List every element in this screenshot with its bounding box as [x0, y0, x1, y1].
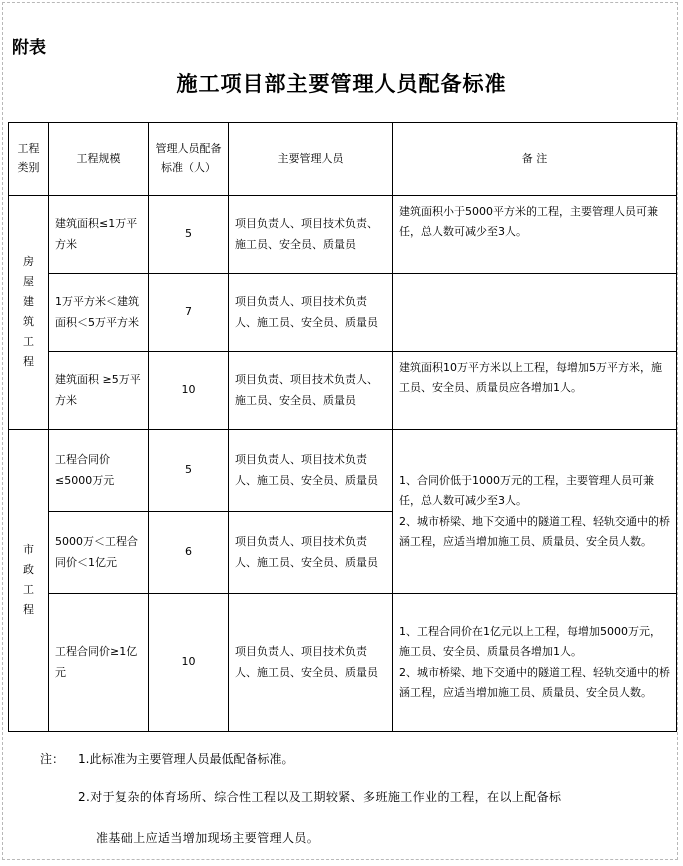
table-row: [9, 352, 677, 430]
note-line-1: 1.此标准为主要管理人员最低配备标准。: [78, 752, 294, 766]
scale-cell: 工程合同价≥1亿元: [49, 594, 149, 732]
staff-cell: 项目负责人、项目技术负责人、施工员、安全员、质量员: [229, 274, 393, 352]
remark-cell: [393, 430, 677, 594]
table-row: [9, 594, 677, 732]
staff-cell: 项目负责人、项目技术负责人、施工员、安全员、质量员: [229, 430, 393, 512]
count-cell: 5: [149, 430, 229, 512]
table-row: [9, 274, 677, 352]
header-scale: 工程规模: [49, 123, 149, 196]
remark-line: 1、工程合同价在1亿元以上工程，每增加5000万元，施工员、安全员、质量员各增加1人。: [399, 624, 661, 659]
note-line-2: 2.对于复杂的体育场所、综合性工程以及工期较紧、多班施工作业的工程，在以上配备标: [78, 790, 562, 804]
scale-cell: 工程合同价≤5000万元: [49, 430, 149, 512]
count-cell: 6: [149, 512, 229, 594]
remark-line: 1、合同价低于1000万元的工程，主要管理人员可兼任，总人数可减少至3人。: [399, 473, 654, 508]
table-header-row: [9, 123, 677, 196]
staff-cell: 项目负责人、项目技术负责人、施工员、安全员、质量员: [229, 594, 393, 732]
notes-label: 注：: [40, 752, 65, 766]
category-municipal: 市政工程: [9, 430, 49, 732]
scale-cell: 1万平方米＜建筑面积＜5万平方米: [49, 274, 149, 352]
remark-line: 2、城市桥梁、地下交通中的隧道工程、轻轨交通中的桥涵工程，应适当增加施工员、质量员、安全员人数。: [399, 665, 670, 699]
remark-cell: [393, 594, 677, 732]
scale-cell: 建筑面积 ≥5万平方米: [49, 352, 149, 430]
document-title: 施工项目部主要管理人员配备标准: [176, 71, 507, 96]
staff-cell: 项目负责、项目技术负责人、施工员、安全员、质量员: [229, 352, 393, 430]
scale-cell: 建筑面积≤1万平方米: [49, 196, 149, 274]
remark-cell: [393, 274, 677, 352]
staff-cell: 项目负责人、项目技术负责人、施工员、安全员、质量员: [229, 512, 393, 594]
remark-line: 2、城市桥梁、地下交通中的隧道工程、轻轨交通中的桥涵工程，应适当增加施工员、质量员、安全员人数。: [399, 514, 670, 548]
table-row: [9, 430, 677, 512]
header-staff: 主要管理人员: [229, 123, 393, 196]
staffing-standard-table: [8, 122, 677, 732]
count-cell: 10: [149, 352, 229, 430]
header-count: 管理人员配备标准（人）: [149, 123, 229, 196]
count-cell: 7: [149, 274, 229, 352]
table-row: [9, 196, 677, 274]
remark-cell: 建筑面积小于5000平方米的工程，主要管理人员可兼任，总人数可减少至3人。: [393, 196, 677, 274]
remark-cell: 建筑面积10万平方米以上工程，每增加5万平方米，施工员、安全员、质量员应各增加1人。: [393, 352, 677, 430]
count-cell: 5: [149, 196, 229, 274]
staff-cell: 项目负责人、项目技术负责、施工员、安全员、质量员: [229, 196, 393, 274]
note-line-3: 准基础上应适当增加现场主要管理人员。: [96, 831, 320, 845]
appendix-label: 附表: [12, 38, 46, 58]
count-cell: 10: [149, 594, 229, 732]
header-remark: 备 注: [393, 123, 677, 196]
header-category: 工程类别: [9, 123, 49, 196]
category-building: 房屋建筑工程: [9, 196, 49, 430]
scale-cell: 5000万＜工程合同价＜1亿元: [49, 512, 149, 594]
